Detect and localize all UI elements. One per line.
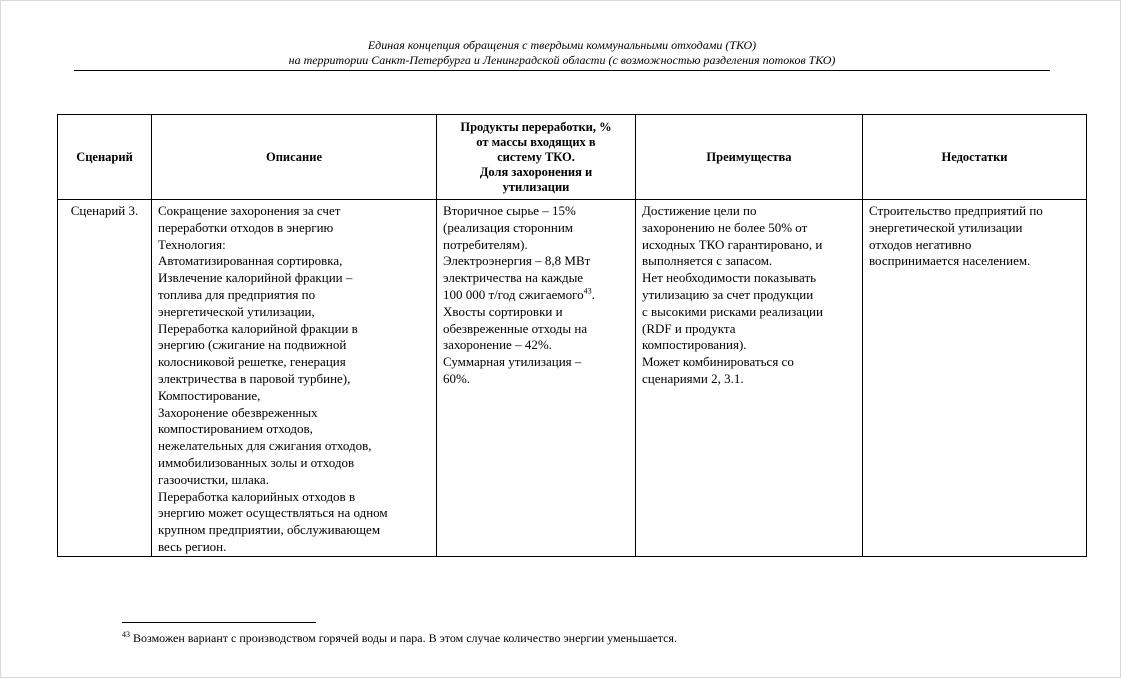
table-header-row: [58, 115, 1087, 200]
cell-disadvantages: Строительство предприятий по энергетической утилизации отходов негативно воспринимается населением.: [863, 200, 1087, 557]
table-row: [58, 200, 1087, 557]
cell-description: Сокращение захоронения за счет переработки отходов в энергию Технология: Автоматизированная сортировка, Извлечение калорийной фракции – топлива для предприятия по энергетической утилизации, Переработка калорийной фракции в энергию (сжигание на подвижной колосниковой решетке, генерация электричества в паровой турбине), Компостирование, Захоронение обезвреженных компостированием отходов, нежелательных для сжигания отходов, иммобилизованных золы и отходов газоочистки, шлака. Переработка калорийных отходов в энергию может осуществляться на одном крупном предприятии, обслуживающем весь регион.: [152, 200, 437, 557]
column-header-advantages: Преимущества: [636, 115, 863, 200]
column-header-disadvantages: Недостатки: [863, 115, 1087, 200]
column-header-products: Продукты переработки, % от массы входящих в систему ТКО. Доля захоронения и утилизации: [437, 115, 636, 200]
footnote-reference[interactable]: 43: [583, 286, 592, 296]
footnote-number: 43: [122, 630, 130, 639]
column-header-description: Описание: [152, 115, 437, 200]
running-header: [74, 38, 1050, 68]
cell-advantages: Достижение цели по захоронению не более 50% от исходных ТКО гарантировано, и выполняется с запасом. Нет необходимости показывать утилизацию за счет продукции с высокими рисками реализации (RDF и продукта компостирования). Может комбинироваться со сценариями 2, 3.1.: [636, 200, 863, 557]
column-header-scenario: Сценарий: [58, 115, 152, 200]
footnote: [122, 631, 1022, 646]
cell-products: Вторичное сырье – 15% (реализация сторонним потребителям). Электроэнергия – 8,8 МВт электричества на каждые 100 000 т/год сжигаемого$^{43}$. Хвосты сортировки и обезвреженные отходы на захоронение – 42%. Суммарная утилизация – 60%.: [437, 200, 636, 557]
scenario-table: [57, 114, 1087, 557]
cell-scenario: Сценарий 3.: [58, 200, 152, 557]
footnote-separator: [122, 622, 316, 623]
header-line-1: Единая концепция обращения с твердыми коммунальными отходами (ТКО): [367, 38, 757, 52]
header-line-2: на территории Санкт-Петербурга и Ленинградской области (с возможностью разделения потоков ТКО): [288, 53, 836, 67]
header-rule: [74, 70, 1050, 71]
footnote-text: Возможен вариант с производством горячей воды и пара. В этом случае количество энергии уменьшается.: [130, 631, 677, 645]
